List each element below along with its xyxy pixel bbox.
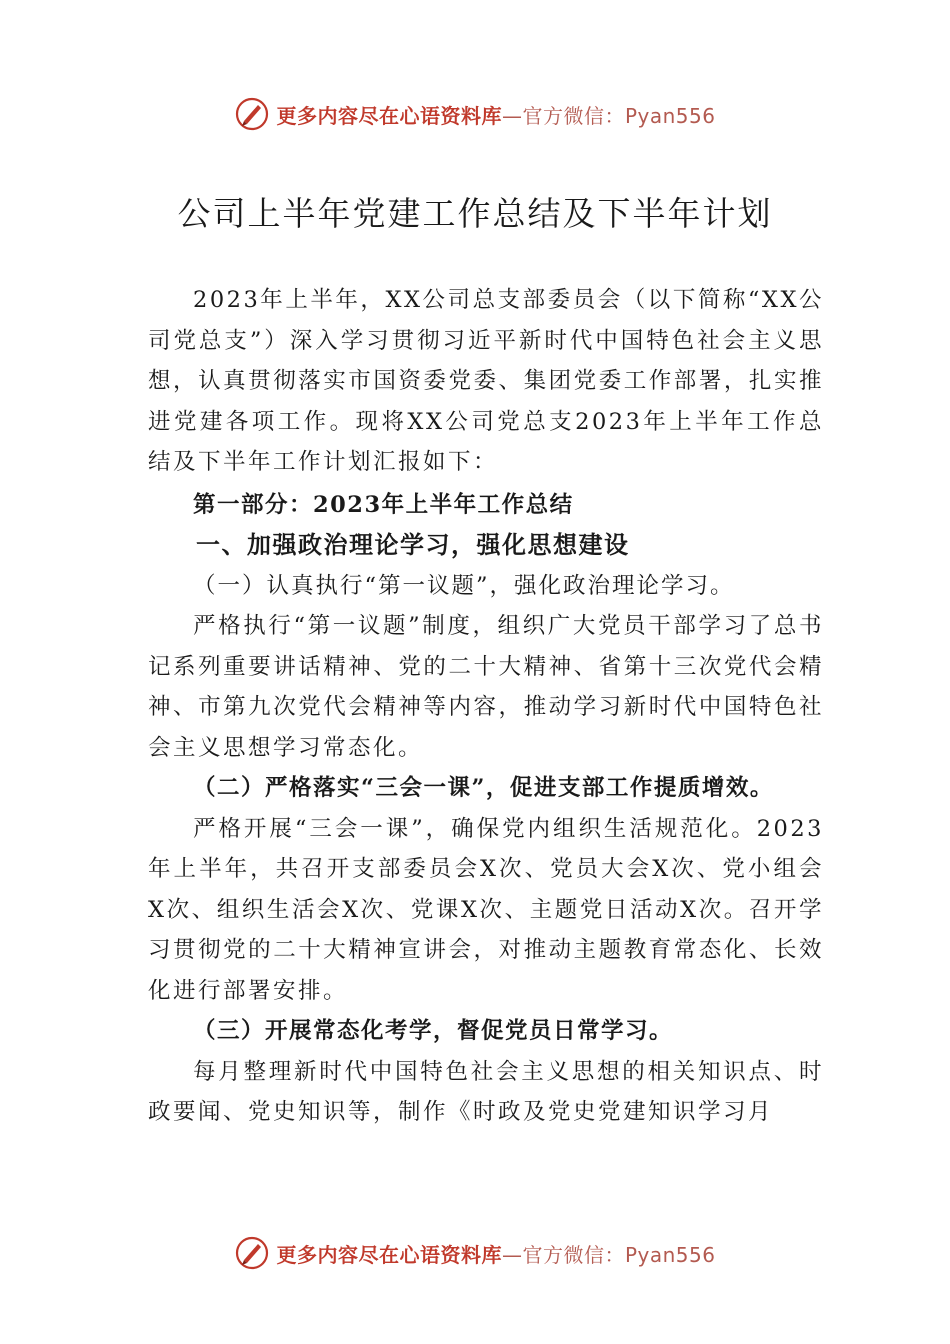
watermark-text	[276, 1239, 715, 1268]
subsection-body-2: 严格开展“三会一课”，确保党内组织生活规范化。2023年上半年，共召开支部委员会X次、党员大会X次、党小组会X次、组织生活会X次、党课X次、主题党日活动X次。召开学习贯彻党的二十大精神宣讲会，对推动主题教育常态化、长效化进行部署安排。	[148, 815, 824, 1004]
intro-paragraph: 2023年上半年，XX公司总支部委员会（以下简称“XX公司党总支”）深入学习贯彻习近平新时代中国特色社会主义思想，认真贯彻落实市国资委党委、集团党委工作部署，扎实推进党建各项工作。现将XX公司党总支2023年上半年工作总结及下半年工作计划汇报如下：	[148, 287, 824, 475]
part-heading: 第一部分：2023年上半年工作总结	[193, 491, 574, 518]
subsection-heading-2: （二）严格落实“三会一课”，促进支部工作提质增效。	[193, 775, 774, 801]
watermark-contact: —官方微信：Pyan556	[501, 1242, 716, 1267]
watermark-brand: 更多内容尽在心语资料库	[276, 103, 502, 128]
subsection-heading-3: （三）开展常态化考学，督促党员日常学习。	[193, 1018, 674, 1044]
watermark-header	[0, 94, 950, 134]
subsection-body-1: 严格执行“第一议题”制度，组织广大党员干部学习了总书记系列重要讲话精神、党的二十大精神、省第十三次党代会精神、市第九次党代会精神等内容，推动学习新时代中国特色社会主义思想学习常态化。	[148, 613, 824, 761]
document-body	[148, 280, 824, 1133]
pen-circle-logo-icon	[234, 1235, 270, 1271]
watermark-footer	[0, 1233, 950, 1273]
pen-circle-logo-icon	[234, 96, 270, 132]
watermark-contact: —官方微信：Pyan556	[501, 103, 716, 128]
section-heading: 一、加强政治理论学习，强化思想建设	[196, 530, 630, 559]
watermark-brand: 更多内容尽在心语资料库	[276, 1242, 502, 1267]
subsection-body-3: 每月整理新时代中国特色社会主义思想的相关知识点、时政要闻、党史知识等，制作《时政及党史党建知识学习月	[148, 1058, 824, 1125]
subsection-heading-1: （一）认真执行“第一议题”，强化政治理论学习。	[193, 572, 735, 599]
watermark-text	[276, 100, 715, 129]
document-title: 公司上半年党建工作总结及下半年计划	[177, 194, 773, 233]
